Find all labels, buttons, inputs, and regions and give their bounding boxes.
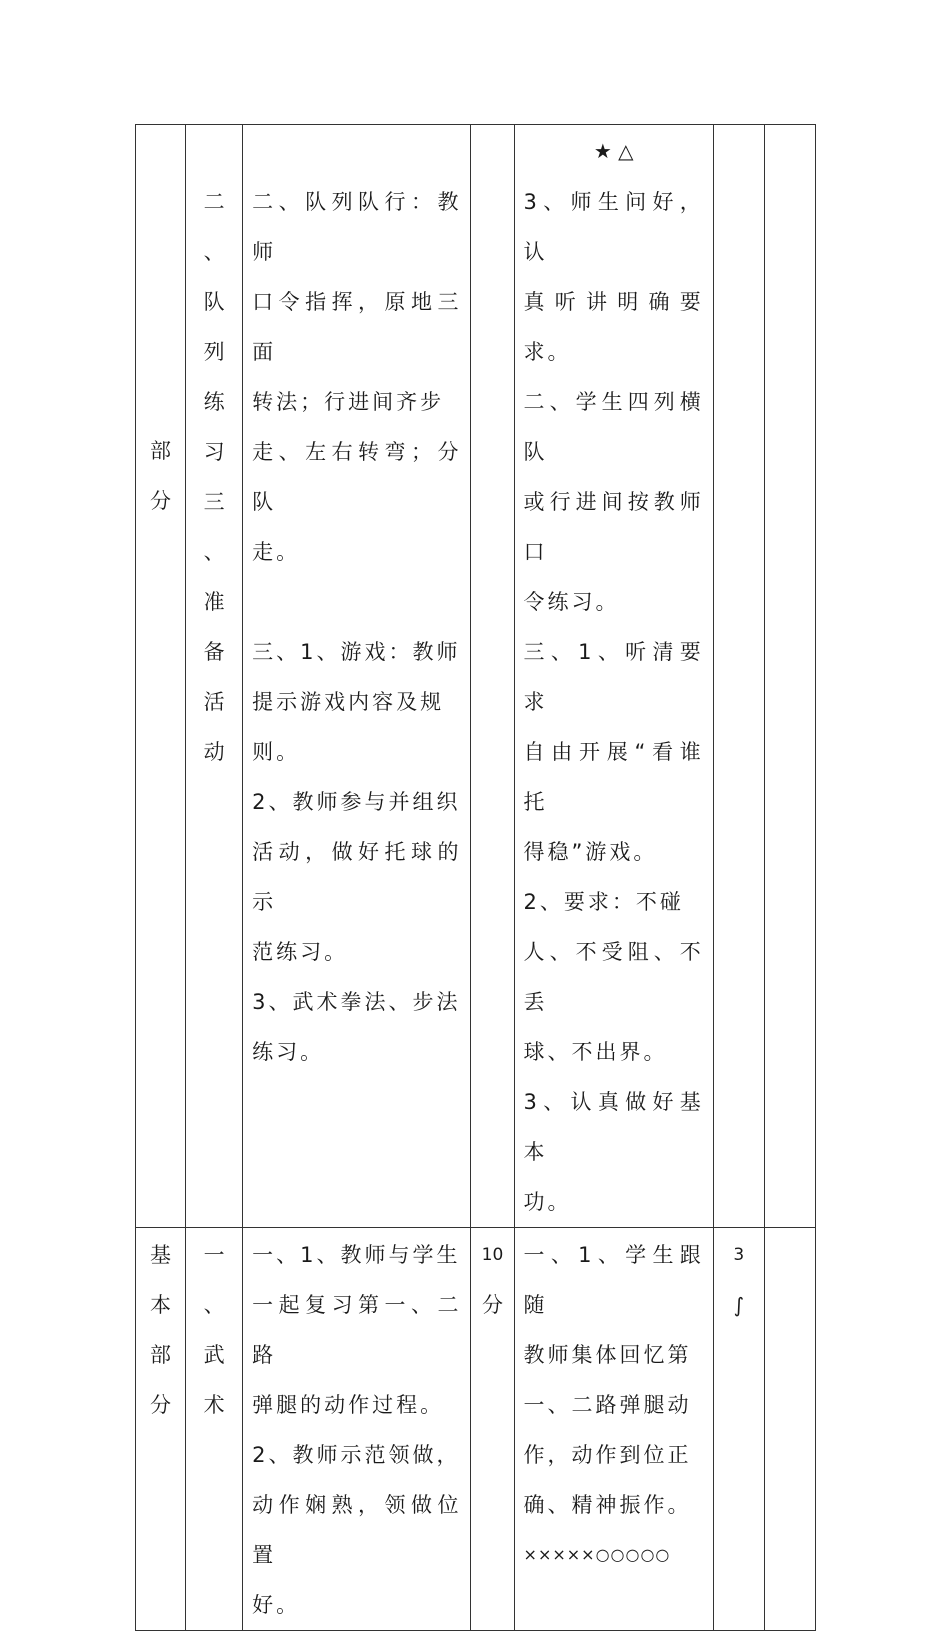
- student-text-line: 一、二路弹腿动: [523, 1393, 692, 1417]
- title-char: 动: [203, 740, 225, 764]
- title-char: 习: [203, 440, 225, 464]
- time-unit: 分: [482, 1293, 503, 1317]
- title-char: 准: [203, 590, 225, 614]
- teacher-text-line: 2、教师参与并组织: [252, 790, 461, 814]
- notes-cell: [764, 1228, 815, 1631]
- teacher-text-line: 则。: [252, 740, 301, 764]
- teacher-text-line: 走、左右转弯；分队: [252, 440, 462, 514]
- teacher-text-line: 走。: [252, 540, 301, 564]
- student-text-line: 人、不受阻、不丢: [523, 940, 704, 1014]
- section-char: 基: [150, 1243, 172, 1267]
- teacher-text-line: 一、1、教师与学生: [252, 1243, 461, 1267]
- title-char: 二: [203, 190, 225, 214]
- teacher-text-line: 转法；行进间齐步: [252, 390, 445, 414]
- student-text-line: 得稳”游戏。: [523, 840, 658, 864]
- title-char: 练: [203, 390, 225, 414]
- title-char: 、: [203, 540, 225, 564]
- teacher-text-line: 动作娴熟，领做位置: [252, 1493, 462, 1567]
- teacher-text-line: 口令指挥，原地三面: [252, 290, 462, 364]
- section-label-cell: [136, 125, 186, 1228]
- formation-symbols: ★ △: [593, 139, 634, 163]
- section-char: 分: [150, 489, 172, 513]
- title-char: 、: [203, 240, 225, 264]
- student-text-line: 功。: [523, 1190, 572, 1214]
- count-cell: [713, 125, 764, 1228]
- time-value: 10: [481, 1245, 504, 1265]
- lesson-plan-table: [135, 124, 816, 1631]
- teacher-text-line: 弹腿的动作过程。: [252, 1393, 445, 1417]
- section-char: 分: [150, 1393, 172, 1417]
- title-char: 、: [203, 1293, 225, 1317]
- table-row: [136, 1228, 816, 1631]
- section-label-cell: [136, 1228, 186, 1631]
- teacher-text-line: 练习。: [252, 1040, 325, 1064]
- student-activity-cell: [514, 1228, 713, 1631]
- title-char: 活: [203, 690, 225, 714]
- time-cell: [471, 125, 514, 1228]
- teacher-activity-cell: [243, 1228, 471, 1631]
- student-text-line: 教师集体回忆第: [523, 1343, 692, 1367]
- teacher-text-line: 三、1、游戏：教师: [252, 640, 461, 664]
- student-activity-cell: [514, 125, 713, 1228]
- teacher-text-line: 一起复习第一、二路: [252, 1293, 462, 1367]
- title-char: 术: [203, 1393, 225, 1417]
- title-char: 队: [203, 290, 225, 314]
- teacher-text-line: 活动，做好托球的示: [252, 840, 462, 914]
- student-text-line: 真听讲明确要求。: [523, 290, 704, 364]
- student-text-line: 三、1、听清要求: [523, 640, 704, 714]
- student-text-line: 令练习。: [523, 590, 620, 614]
- student-text-line: 确、精神振作。: [523, 1493, 692, 1517]
- teacher-text-line: 3、武术拳法、步法: [252, 990, 461, 1014]
- student-text-line: 二、学生四列横队: [523, 390, 704, 464]
- teacher-text-line: 提示游戏内容及规: [252, 690, 445, 714]
- title-char: 一: [203, 1243, 225, 1267]
- count-value: 3: [733, 1245, 745, 1265]
- student-text-line: 或行进间按教师口: [523, 490, 704, 564]
- teacher-text-line: 二、队列队行：教师: [252, 190, 462, 264]
- formation-marks: ×××××○○○○○: [523, 1545, 671, 1564]
- title-char: 备: [203, 640, 225, 664]
- time-cell: [471, 1228, 514, 1631]
- student-text-line: 球、不出界。: [523, 1040, 668, 1064]
- title-char: 列: [203, 340, 225, 364]
- teacher-text-line: 2、教师示范领做，: [252, 1443, 461, 1467]
- student-text-line: 2、要求：不碰: [523, 890, 684, 914]
- teacher-text-line: 范练习。: [252, 940, 349, 964]
- content-title-cell: [186, 1228, 243, 1631]
- teacher-text-line: 好。: [252, 1593, 301, 1617]
- table-row: [136, 125, 816, 1228]
- content-title-cell: [186, 125, 243, 1228]
- title-char: 三: [203, 490, 225, 514]
- notes-cell: [764, 125, 815, 1228]
- student-text-line: 自由开展“看谁托: [523, 740, 704, 814]
- count-range-mark: ∫: [733, 1293, 745, 1317]
- section-char: 部: [150, 439, 172, 463]
- teacher-activity-cell: [243, 125, 471, 1228]
- title-char: 武: [203, 1343, 225, 1367]
- student-text-line: 3、认真做好基本: [523, 1090, 704, 1164]
- student-text-line: 作，动作到位正: [523, 1443, 692, 1467]
- section-char: 本: [150, 1293, 172, 1317]
- student-text-line: 3、师生问好，认: [523, 190, 704, 264]
- section-char: 部: [150, 1343, 172, 1367]
- student-text-line: 一、1、学生跟随: [523, 1243, 704, 1317]
- count-cell: [713, 1228, 764, 1631]
